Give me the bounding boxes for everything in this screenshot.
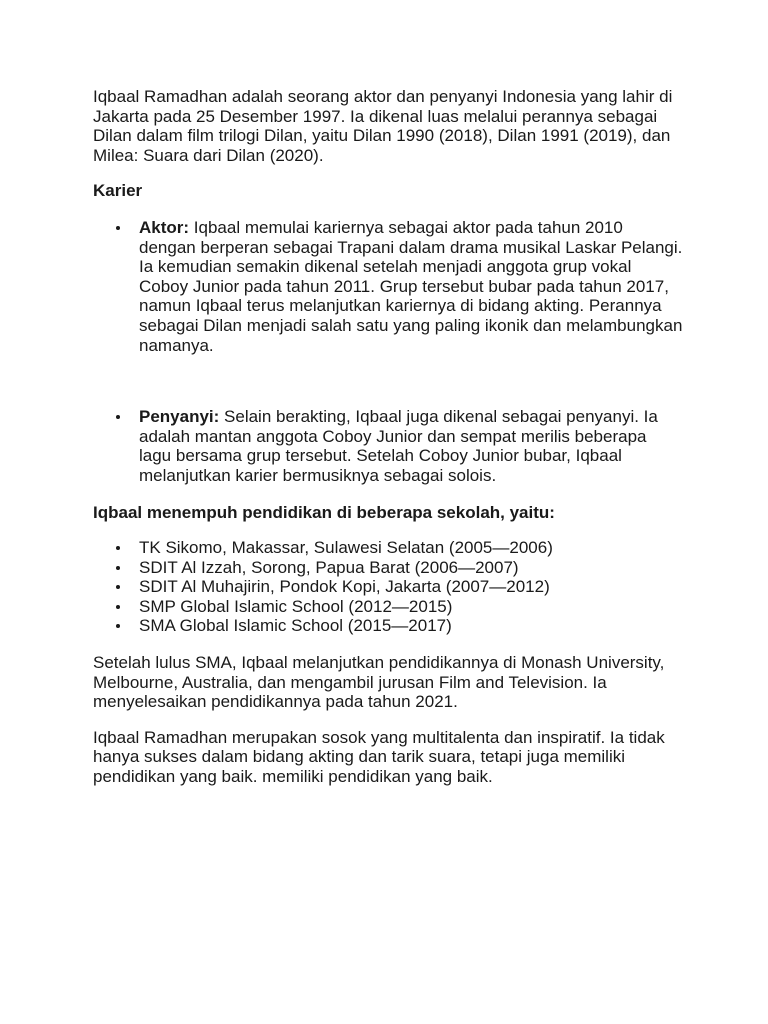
career-item-singer bbox=[139, 407, 683, 485]
list-item: SMP Global Islamic School (2012—2015) bbox=[139, 597, 683, 617]
career-item-actor bbox=[139, 218, 683, 355]
document-page bbox=[93, 87, 683, 787]
closing-paragraph: Iqbaal Ramadhan merupakan sosok yang multitalenta dan inspiratif. Ia tidak hanya sukses dalam bidang akting dan tarik suara, tetapi juga memiliki pendidikan yang baik. memiliki pendidikan yang baik. bbox=[93, 727, 665, 787]
career-item-text: Selain berakting, Iqbaal juga dikenal sebagai penyanyi. Ia adalah mantan anggota Coboy Junior dan sempat merilis beberapa lagu bersama grup tersebut. Setelah Coboy Junior bubar, Iqbaal melanjutkan karier bermusiknya sebagai solois. bbox=[139, 407, 658, 485]
career-item-text: Iqbaal memulai kariernya sebagai aktor pada tahun 2010 dengan berperan sebagai Trapani dalam drama musikal Laskar Pelangi. Ia kemudian semakin dikenal setelah menjadi anggota grup vokal Coboy Junior pada tahun 2011. Grup tersebut bubar pada tahun 2017, namun Iqbaal terus melanjutkan kariernya di bidang akting. Perannya sebagai Dilan menjadi salah satu yang paling ikonik dan melambungkan namanya. bbox=[139, 217, 683, 355]
career-list bbox=[93, 218, 683, 486]
school-list bbox=[93, 538, 683, 636]
career-item-label: Penyanyi: bbox=[139, 407, 220, 427]
list-item: SDIT Al Muhajirin, Pondok Kopi, Jakarta (2007—2012) bbox=[139, 577, 683, 597]
list-item: TK Sikomo, Makassar, Sulawesi Selatan (2005—2006) bbox=[139, 538, 683, 558]
university-paragraph: Setelah lulus SMA, Iqbaal melanjutkan pendidikannya di Monash University, Melbourne, Australia, dan mengambil jurusan Film and Television. Ia menyelesaikan pendidikannya pada tahun 2021. bbox=[93, 653, 665, 712]
intro-paragraph: Iqbaal Ramadhan adalah seorang aktor dan penyanyi Indonesia yang lahir di Jakarta pada 25 Desember 1997. Ia dikenal luas melalui perannya sebagai Dilan dalam film trilogi Dilan, yaitu Dilan 1990 (2018), Dilan 1991 (2019), dan Milea: Suara dari Dilan (2020). bbox=[93, 87, 673, 165]
career-heading: Karier bbox=[93, 181, 143, 201]
list-item: SMA Global Islamic School (2015—2017) bbox=[139, 616, 683, 636]
list-item: SDIT Al Izzah, Sorong, Papua Barat (2006—2007) bbox=[139, 558, 683, 578]
education-heading: Iqbaal menempuh pendidikan di beberapa sekolah, yaitu: bbox=[93, 502, 555, 522]
career-item-label: Aktor: bbox=[139, 217, 190, 237]
